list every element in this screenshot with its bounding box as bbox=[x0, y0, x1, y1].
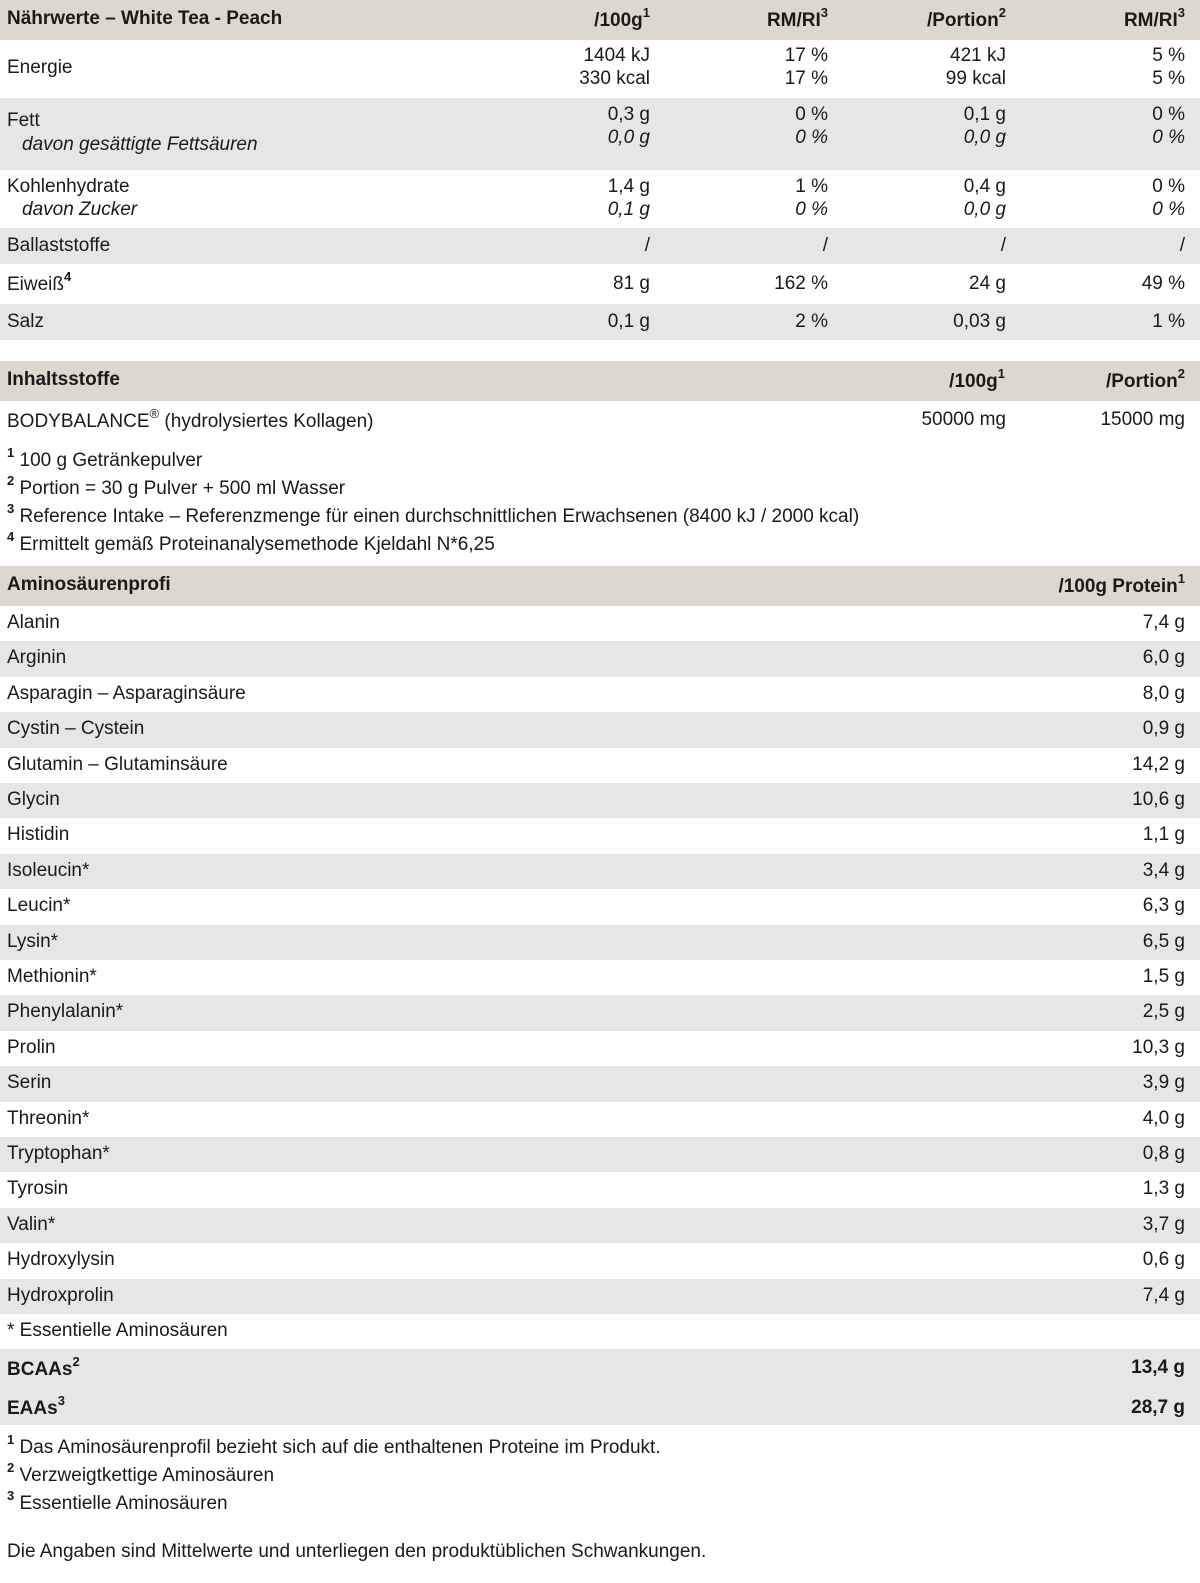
eaa-row bbox=[0, 1387, 1200, 1425]
value-100g: 50000 mg bbox=[921, 409, 1006, 430]
value-100g: 1,4 g 0,1 g bbox=[607, 176, 650, 220]
amino-footnote-2: $^2$ Verzweigtkettige Aminosäuren bbox=[7, 1459, 275, 1486]
value-rmri-portion: 0 % 0 % bbox=[1152, 104, 1185, 148]
amino-name: Hydroxylysin bbox=[7, 1249, 115, 1271]
amino-name: Hydroxprolin bbox=[7, 1284, 114, 1306]
amino-value: 10,3 g bbox=[1132, 1036, 1185, 1058]
amino-name: Leucin* bbox=[7, 895, 71, 917]
row-label: Energie bbox=[7, 57, 73, 78]
amino-value: 6,5 g bbox=[1142, 930, 1185, 952]
col-per-100g-protein: /100g Protein$^1$ bbox=[1058, 570, 1185, 597]
amino-row bbox=[0, 995, 1200, 1030]
amino-row bbox=[0, 1172, 1200, 1207]
col-per-portion: /Portion$^2$ bbox=[1105, 365, 1185, 392]
value-rmri-portion: 5 % 5 % bbox=[1152, 45, 1185, 89]
value-100g: 0,1 g bbox=[607, 311, 650, 332]
row-label: Kohlenhydrate davon Zucker bbox=[7, 176, 138, 220]
value-portion: 0,03 g bbox=[953, 311, 1006, 332]
nutrition-header bbox=[0, 0, 1200, 40]
row-label: Eiweiß$^4$ bbox=[7, 268, 72, 295]
value-rmri-100g: 162 % bbox=[774, 273, 828, 294]
value-portion: 0,1 g 0,0 g bbox=[963, 104, 1006, 148]
amino-value: 3,9 g bbox=[1142, 1072, 1185, 1094]
amino-value: 8,0 g bbox=[1142, 682, 1185, 704]
amino-value: 14,2 g bbox=[1132, 753, 1185, 775]
amino-name: Histidin bbox=[7, 824, 70, 846]
amino-row bbox=[0, 818, 1200, 853]
row-label: BODYBALANCE® (hydrolysiertes Kollagen) bbox=[7, 405, 374, 432]
amino-value: 0,8 g bbox=[1142, 1143, 1185, 1164]
value-rmri-100g: 17 % 17 % bbox=[784, 45, 828, 89]
amino-value: 7,4 g bbox=[1142, 1284, 1185, 1306]
amino-row bbox=[0, 1031, 1200, 1066]
nutrition-row-salt bbox=[0, 304, 1200, 340]
value-rmri-portion: 49 % bbox=[1141, 273, 1185, 294]
nutrition-row-fat bbox=[0, 98, 1200, 170]
value-rmri-portion: 1 % bbox=[1152, 311, 1185, 332]
disclaimer: Die Angaben sind Mittelwerte und unterliegen den produktüblichen Schwankungen. bbox=[7, 1541, 707, 1562]
amino-row bbox=[0, 960, 1200, 995]
amino-name: Methionin* bbox=[7, 966, 97, 987]
amino-name: Phenylalanin* bbox=[7, 1001, 124, 1023]
value-100g: 0,3 g 0,0 g bbox=[607, 104, 650, 148]
amino-row bbox=[0, 925, 1200, 960]
col-rmri-100g: $RM/RI^3$ bbox=[766, 4, 828, 31]
value-100g: 81 g bbox=[613, 273, 650, 294]
row-label: Ballaststoffe bbox=[7, 235, 111, 256]
amino-value: 6,3 g bbox=[1142, 895, 1185, 917]
value-portion: 15000 mg bbox=[1100, 409, 1185, 430]
value-100g: / bbox=[644, 235, 650, 256]
value: 13,4 g bbox=[1131, 1357, 1185, 1378]
amino-footnote-3: $^3$ Essentielle Aminosäuren bbox=[7, 1487, 228, 1514]
row-label: BCAAs$^2$ bbox=[7, 1353, 80, 1380]
amino-value: 3,4 g bbox=[1142, 859, 1185, 881]
amino-value: 2,5 g bbox=[1142, 1001, 1185, 1023]
bcaa-row bbox=[0, 1349, 1200, 1387]
col-rmri-portion: $RM/RI^3$ bbox=[1123, 4, 1185, 31]
footnote-4: $^4$ Ermittelt gemäß Proteinanalysemethode Kjeldahl N*6,25 bbox=[7, 528, 495, 555]
amino-row bbox=[0, 889, 1200, 924]
nutrition-title: Nährwerte – White Tea - Peach bbox=[7, 8, 283, 29]
amino-row bbox=[0, 1208, 1200, 1243]
amino-row bbox=[0, 1102, 1200, 1137]
amino-row bbox=[0, 854, 1200, 889]
amino-value: 0,9 g bbox=[1142, 718, 1185, 740]
amino-value: 3,7 g bbox=[1142, 1213, 1185, 1235]
nutrition-row-protein bbox=[0, 264, 1200, 304]
col-per-100g: $/100g^1$ bbox=[594, 4, 650, 31]
amino-row bbox=[0, 783, 1200, 818]
amino-row bbox=[0, 748, 1200, 783]
amino-value: 4,0 g bbox=[1142, 1107, 1185, 1129]
value-portion: 24 g bbox=[969, 273, 1006, 294]
nutrition-row-carbs bbox=[0, 170, 1200, 228]
nutrition-row-fiber bbox=[0, 228, 1200, 264]
amino-footnote-1: $^1$ Das Aminosäurenprofil bezieht sich auf die enthaltenen Proteine im Produkt. bbox=[7, 1431, 661, 1458]
amino-name: Asparagin – Asparaginsäure bbox=[7, 682, 246, 704]
footnote-3: $^3$ Reference Intake – Referenzmenge für einen durchschnittlichen Erwachsenen (8400 kJ / 2000 kcal) bbox=[7, 500, 860, 527]
col-per-portion: /Portion$^2$ bbox=[926, 4, 1006, 31]
amino-name: Lysin* bbox=[7, 930, 59, 952]
amino-value: 6,0 g bbox=[1142, 647, 1185, 669]
amino-value: 1,3 g bbox=[1142, 1178, 1185, 1200]
ingredients-row-bodybalance bbox=[0, 401, 1200, 441]
amino-name: Arginin bbox=[7, 647, 67, 669]
amino-name: Cystin – Cystein bbox=[7, 718, 145, 740]
amino-title: Aminosäurenprofi bbox=[7, 574, 171, 595]
amino-row bbox=[0, 606, 1200, 641]
nutrition-row-energy bbox=[0, 40, 1200, 98]
value-portion: / bbox=[1000, 235, 1006, 256]
row-label: Fett davon gesättigte Fettsäuren bbox=[7, 110, 258, 155]
value-rmri-portion: 0 % 0 % bbox=[1152, 176, 1185, 220]
ingredients-header bbox=[0, 361, 1200, 401]
amino-name: Valin* bbox=[7, 1213, 56, 1235]
amino-row bbox=[0, 641, 1200, 676]
amino-value: 1,5 g bbox=[1142, 966, 1185, 987]
amino-name: Glycin bbox=[7, 789, 60, 810]
amino-header bbox=[0, 566, 1200, 606]
value: 28,7 g bbox=[1131, 1397, 1185, 1418]
amino-row bbox=[0, 1279, 1200, 1314]
amino-value: 7,4 g bbox=[1142, 612, 1185, 633]
amino-name: Alanin bbox=[7, 612, 60, 633]
amino-value: 10,6 g bbox=[1132, 789, 1185, 810]
footnote-1: $^1$ 100 g Getränkepulver bbox=[7, 444, 203, 471]
col-per-100g: $/100g^1$ bbox=[949, 365, 1005, 392]
value-portion: 0,4 g 0,0 g bbox=[963, 176, 1006, 220]
amino-name: Tryptophan* bbox=[7, 1143, 110, 1164]
amino-row bbox=[0, 712, 1200, 747]
value-rmri-100g: / bbox=[822, 235, 828, 256]
amino-row bbox=[0, 1137, 1200, 1172]
value-rmri-100g: 0 % 0 % bbox=[795, 104, 828, 148]
value-100g: 1404 kJ 330 kcal bbox=[579, 45, 650, 89]
row-label: EAAs$^3$ bbox=[7, 1392, 65, 1419]
amino-name: Tyrosin bbox=[7, 1178, 69, 1200]
amino-value: 1,1 g bbox=[1142, 824, 1185, 846]
amino-name: Prolin bbox=[7, 1036, 56, 1058]
footnote-2: $^2$ Portion = 30 g Pulver + 500 ml Wasser bbox=[7, 472, 346, 499]
amino-row bbox=[0, 1066, 1200, 1101]
amino-name: Serin bbox=[7, 1072, 52, 1094]
ingredients-title: Inhaltsstoffe bbox=[7, 369, 120, 390]
amino-row bbox=[0, 1243, 1200, 1278]
value-rmri-portion: / bbox=[1179, 235, 1185, 256]
value-rmri-100g: 2 % bbox=[795, 311, 828, 332]
amino-name: Glutamin – Glutaminsäure bbox=[7, 753, 228, 775]
amino-name: Isoleucin* bbox=[7, 859, 90, 881]
essential-note: * Essentielle Aminosäuren bbox=[7, 1320, 228, 1341]
amino-row bbox=[0, 677, 1200, 712]
value-portion: 421 kJ 99 kcal bbox=[945, 45, 1006, 89]
row-label: Salz bbox=[7, 311, 44, 332]
amino-value: 0,6 g bbox=[1142, 1249, 1185, 1271]
value-rmri-100g: 1 % 0 % bbox=[795, 176, 828, 220]
amino-name: Threonin* bbox=[7, 1107, 90, 1129]
